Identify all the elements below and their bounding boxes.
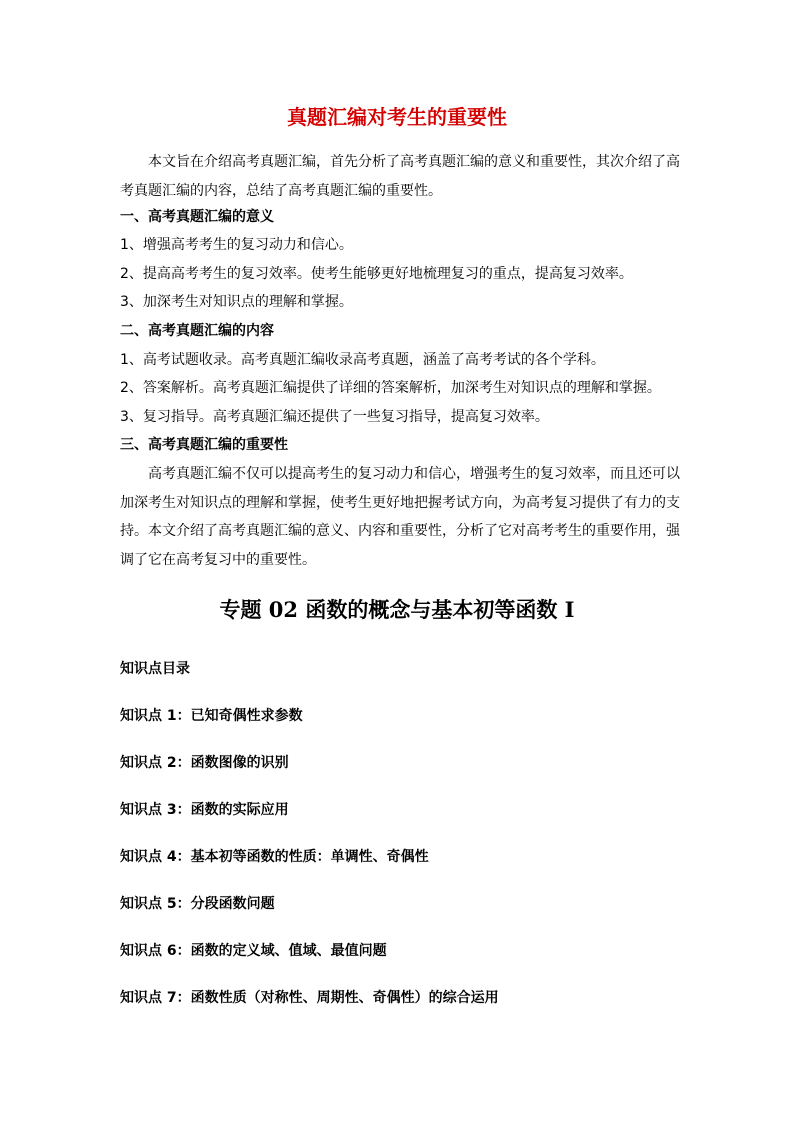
section-2-heading: 二、高考真题汇编的内容	[120, 323, 274, 339]
section-2-item-2: 2、答案解析。高考真题汇编提供了详细的答案解析，加深考生对知识点的理解和掌握。	[120, 380, 661, 396]
section-2-item-1: 1、高考试题收录。高考真题汇编收录高考真题，涵盖了高考考试的各个学科。	[120, 352, 605, 368]
toc-item-5: 知识点 5：分段函数问题	[120, 896, 275, 912]
toc-item-1: 知识点 1：已知奇偶性求参数	[120, 708, 303, 724]
toc-item-4: 知识点 4：基本初等函数的性质：单调性、奇偶性	[120, 849, 429, 865]
section-3-heading: 三、高考真题汇编的重要性	[120, 437, 288, 453]
intro-paragraph: 本文旨在介绍高考真题汇编，首先分析了高考真题汇编的意义和重要性，其次介绍了高考真题汇编的内容，总结了高考真题汇编的重要性。	[120, 154, 680, 199]
toc-item-3: 知识点 3：函数的实际应用	[120, 802, 289, 818]
toc-heading: 知识点目录	[120, 661, 190, 677]
page-title: 真题汇编对考生的重要性	[287, 105, 507, 129]
section-2-item-3: 3、复习指导。高考真题汇编还提供了一些复习指导，提高复习效率。	[120, 409, 549, 425]
section-1-item-3: 3、加深考生对知识点的理解和掌握。	[120, 294, 353, 310]
toc-item-7: 知识点 7：函数性质（对称性、周期性、奇偶性）的综合运用	[120, 990, 499, 1006]
section-3-paragraph: 高考真题汇编不仅可以提高考生的复习动力和信心，增强考生的复习效率，而且还可以加深考生对知识点的理解和掌握，使考生更好地把握考试方向，为高考复习提供了有力的支持。本文介绍了高考真题汇编的意义、内容和重要性，分析了它对高考考生的重要作用，强调了它在高考复习中的重要性。	[120, 466, 680, 568]
topic-title: 专题 02 函数的概念与基本初等函数 I	[219, 597, 575, 622]
toc-item-6: 知识点 6：函数的定义域、值域、最值问题	[120, 943, 387, 959]
section-1-item-2: 2、提高高考考生的复习效率。使考生能够更好地梳理复习的重点，提高复习效率。	[120, 266, 633, 282]
section-1-heading: 一、高考真题汇编的意义	[120, 209, 274, 225]
section-1-item-1: 1、增强高考考生的复习动力和信心。	[120, 237, 353, 253]
toc-item-2: 知识点 2：函数图像的识别	[120, 755, 289, 771]
